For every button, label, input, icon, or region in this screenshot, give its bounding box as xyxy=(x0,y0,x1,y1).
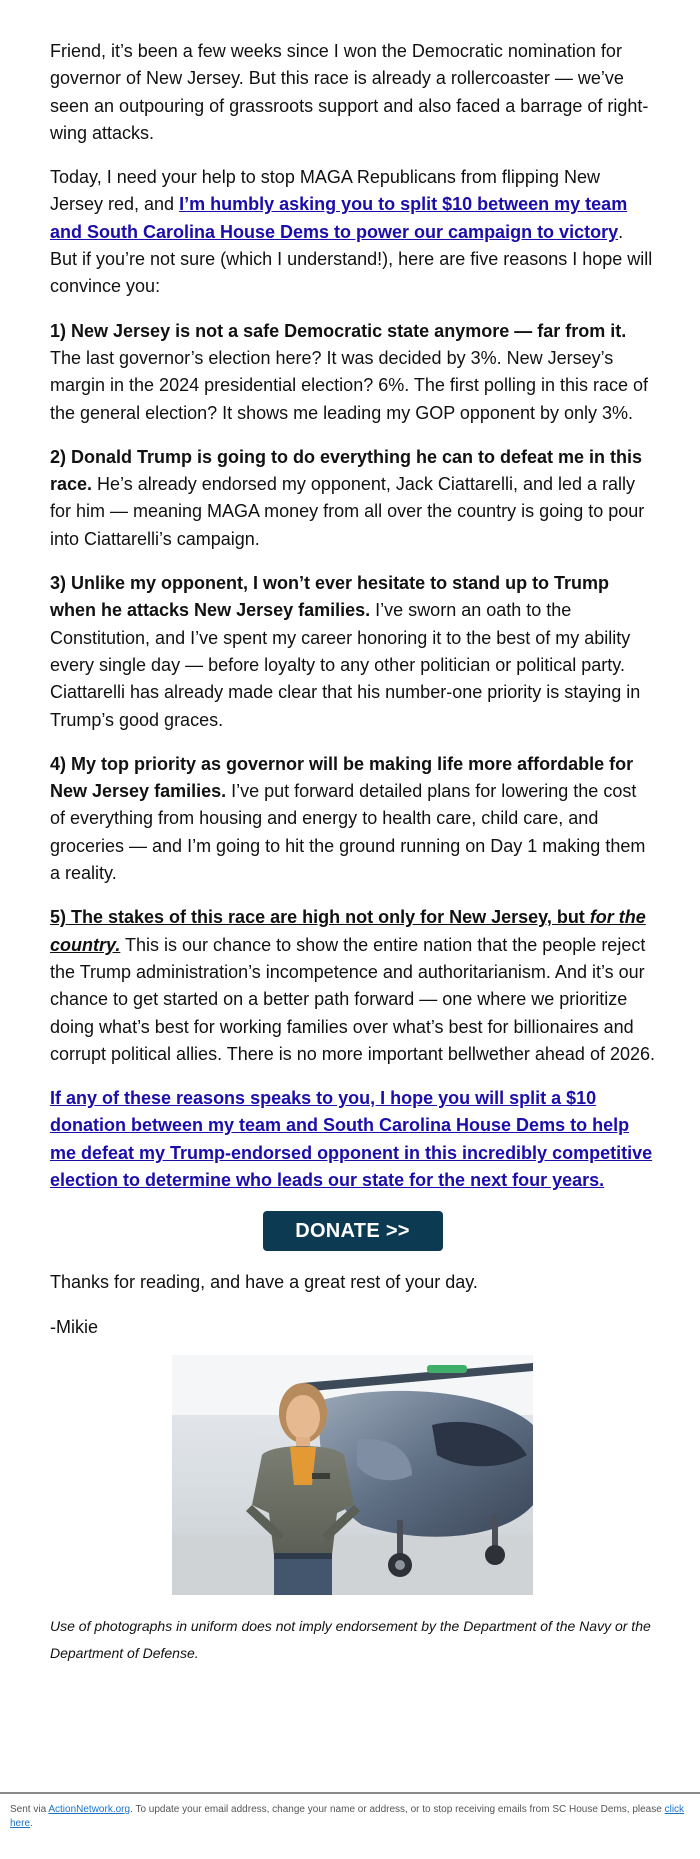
ask-text-after: . But if you’re not sure (which I understand!), here are five reasons I hope will convince you: xyxy=(50,221,653,297)
email-body xyxy=(50,38,655,1667)
thanks-paragraph: Thanks for reading, and have a great rest of your day. xyxy=(50,1272,478,1293)
actionnetwork-link[interactable]: ActionNetwork.org xyxy=(48,1804,131,1815)
intro-paragraph: Friend, it’s been a few weeks since I won the Democratic nomination for governor of New Jersey. But this race is already a rollercoaster — we’ve seen an outpouring of grassroots support and also faced a barrage of right-wing attacks. xyxy=(50,41,649,143)
reason-5-text: This is our chance to show the entire nation that the people reject the Trump administration’s incompetence and authoritarianism. And it’s our chance to get started on a better path forward — one where we prioritize doing what’s best for working families over what’s best for billionaires and corrupt political allies. There is no more important bellwether ahead of 2026. xyxy=(50,934,655,1064)
photo-caption: Use of photographs in uniform does not imply endorsement by the Department of the Navy or the Department of Defense. xyxy=(50,1617,651,1661)
ask-paragraph xyxy=(50,164,655,300)
split-donation-link[interactable]: I’m humbly asking you to split $10 between my team and South Carolina House Dems to power our campaign to victory xyxy=(50,194,628,242)
reason-1-text: The last governor’s election here? It was decided by 3%. New Jersey’s margin in the 2024 presidential election? 6%. The first polling in this race of the general election? It shows me leading my GOP opponent by only 3%. xyxy=(50,347,649,423)
signature: -Mikie xyxy=(50,1316,98,1337)
email-footer xyxy=(0,1792,700,1831)
cta-paragraph xyxy=(50,1085,655,1194)
reason-3 xyxy=(50,570,655,734)
ask-text-before: Today, I need your help to stop MAGA Republicans from flipping New Jersey red, and xyxy=(50,167,600,215)
donate-button-wrap xyxy=(50,1211,655,1251)
unsubscribe-link[interactable]: click here xyxy=(10,1804,685,1829)
footer-sent-via: Sent via xyxy=(10,1804,49,1815)
reason-1 xyxy=(50,318,655,427)
footer-end: . xyxy=(30,1818,33,1829)
cta-donation-link[interactable]: If any of these reasons speaks to you, I hope you will split a $10 donation between my team and South Carolina House Dems to help me defeat my Trump-endorsed opponent in this incredibly competitive election to determine who leads our state for the next four years. xyxy=(50,1088,653,1190)
reason-4-text: I’ve put forward detailed plans for lowering the cost of everything from housing and energy to health care, child care, and groceries — and I’m going to hit the ground running on Day 1 making them a reality. xyxy=(50,781,646,884)
reason-4-heading: 4) My top priority as governor will be making life more affordable for New Jersey families. xyxy=(50,753,634,802)
reason-4 xyxy=(50,751,655,887)
reason-5-heading-italic: for the country. xyxy=(50,907,646,955)
donate-button[interactable]: DONATE >> xyxy=(263,1211,443,1251)
footer-text: . To update your email address, change your name or address, or to stop receiving emails from SC House Dems, please xyxy=(130,1804,665,1815)
reason-2-text: He’s already endorsed my opponent, Jack Ciattarelli, and led a rally for him — meaning MAGA money from all over the country is going to pour into Ciattarelli’s campaign. xyxy=(50,474,645,549)
reason-2-heading: 2) Donald Trump is going to do everything he can to defeat me in this race. xyxy=(50,446,643,495)
reason-5-heading-text: 5) The stakes of this race are high not only for New Jersey, but xyxy=(50,907,590,928)
candidate-photo xyxy=(172,1355,533,1595)
reason-2 xyxy=(50,444,655,553)
reason-3-text: I’ve sworn an oath to the Constitution, and I’ve spent my career honoring it to the best of my ability every single day — before loyalty to any other politician or political party. Ciattarelli has already made clear that his number-one priority is staying in Trump’s good graces. xyxy=(50,600,641,730)
reason-1-heading: 1) New Jersey is not a safe Democratic state anymore — far from it. xyxy=(50,320,627,341)
reason-3-heading: 3) Unlike my opponent, I won’t ever hesitate to stand up to Trump when he attacks New Jersey families. xyxy=(50,573,610,621)
reason-5 xyxy=(50,904,655,1068)
